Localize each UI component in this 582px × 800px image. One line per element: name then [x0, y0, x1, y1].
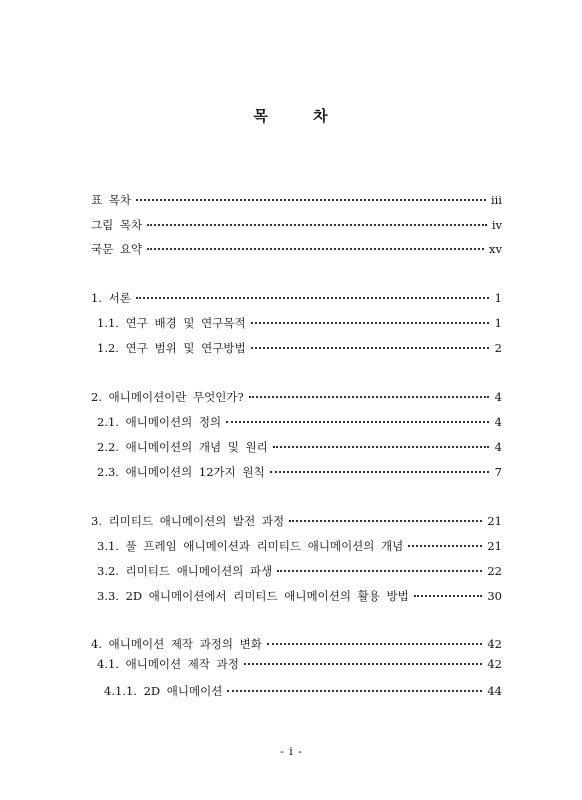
toc-entry-chapter-1[interactable]: [91, 291, 502, 305]
toc-entry-chapter-3[interactable]: [91, 514, 502, 528]
toc-entry-page: 21: [487, 539, 502, 553]
toc-entry-label: 3.3. 2D 애니메이션에서 리미티드 애니메이션의 활용 방법: [97, 589, 409, 603]
toc-entry-page: 22: [487, 564, 502, 578]
toc-entry-page: 42: [487, 657, 502, 671]
leader-dots: [147, 248, 484, 250]
toc-entry-label: 국문 요약: [91, 242, 143, 256]
toc-entry-label: 1.2. 연구 범위 및 연구방법: [97, 341, 246, 355]
toc-entry-label: 2.2. 애니메이션의 개념 및 원리: [97, 440, 268, 454]
toc-entry-label: 3.2. 리미티드 애니메이션의 파생: [97, 564, 273, 578]
toc-entry-tables[interactable]: [91, 193, 502, 207]
toc-entry-page: 2: [494, 341, 502, 355]
leader-dots: [244, 663, 482, 665]
toc-entry-section-3-3[interactable]: [97, 589, 502, 603]
toc-entry-page: xv: [489, 242, 502, 256]
toc-entry-chapter-4[interactable]: [91, 637, 502, 651]
toc-entry-label: 표 목차: [91, 193, 131, 207]
leader-dots: [249, 396, 489, 398]
toc-entry-section-2-3[interactable]: [97, 465, 502, 479]
toc-entry-chapter-2[interactable]: [91, 390, 502, 404]
toc-entry-label: 2.1. 애니메이션의 정의: [97, 415, 222, 429]
toc-entry-page: 1: [494, 291, 502, 305]
leader-dots: [270, 471, 489, 473]
leader-dots: [277, 570, 482, 572]
toc-entry-page: 4: [494, 390, 502, 404]
toc-entry-abstract[interactable]: [91, 242, 502, 256]
toc-entry-page: 7: [494, 465, 502, 479]
toc-entry-page: 1: [494, 316, 502, 330]
toc-entry-label: 4. 애니메이션 제작 과정의 변화: [91, 637, 262, 651]
leader-dots: [408, 545, 482, 547]
toc-entry-section-3-1[interactable]: [97, 539, 502, 553]
toc-entry-label: 4.1.1. 2D 애니메이션: [104, 684, 223, 698]
toc-entry-label: 3.1. 풀 프레임 애니메이션과 리미티드 애니메이션의 개념: [97, 539, 404, 553]
toc-entry-page: 42: [487, 637, 502, 651]
toc-entry-label: 1.1. 연구 배경 및 연구목적: [97, 316, 246, 330]
toc-entry-label: 3. 리미티드 애니메이션의 발전 과정: [91, 514, 285, 528]
toc-entry-page: 30: [487, 589, 502, 603]
toc-entry-section-2-1[interactable]: [97, 415, 502, 429]
toc-entry-label: 4.1. 애니메이션 제작 과정: [97, 657, 239, 671]
leader-dots: [289, 520, 482, 522]
leader-dots: [227, 690, 482, 692]
toc-entry-page: iii: [490, 193, 502, 207]
page-number: - i -: [280, 745, 302, 758]
toc-entry-label: 2.3. 애니메이션의 12가지 원칙: [97, 465, 265, 479]
toc-entry-label: 그림 목차: [91, 218, 143, 232]
toc-entry-figures[interactable]: [91, 218, 502, 232]
leader-dots: [267, 643, 482, 645]
toc-entry-section-4-1-1[interactable]: [104, 684, 502, 698]
leader-dots: [136, 297, 489, 299]
leader-dots: [147, 224, 487, 226]
toc-entry-section-3-2[interactable]: [97, 564, 502, 578]
leader-dots: [251, 322, 489, 324]
toc-entry-page: 44: [487, 684, 502, 698]
toc-entry-section-1-1[interactable]: [97, 316, 502, 330]
toc-entry-page: iv: [491, 218, 502, 232]
leader-dots: [226, 421, 489, 423]
page-title: 목 차: [253, 107, 329, 125]
toc-entry-section-4-1[interactable]: [97, 657, 502, 671]
toc-entry-section-1-2[interactable]: [97, 341, 502, 355]
leader-dots: [136, 199, 486, 201]
leader-dots: [251, 347, 489, 349]
toc-entry-page: 4: [494, 440, 502, 454]
toc-entry-section-2-2[interactable]: [97, 440, 502, 454]
toc-entry-page: 21: [487, 514, 502, 528]
leader-dots: [273, 446, 489, 448]
toc-entry-page: 4: [494, 415, 502, 429]
leader-dots: [414, 595, 483, 597]
toc-entry-label: 2. 애니메이션이란 무엇인가?: [91, 390, 244, 404]
toc-entry-label: 1. 서론: [91, 291, 131, 305]
